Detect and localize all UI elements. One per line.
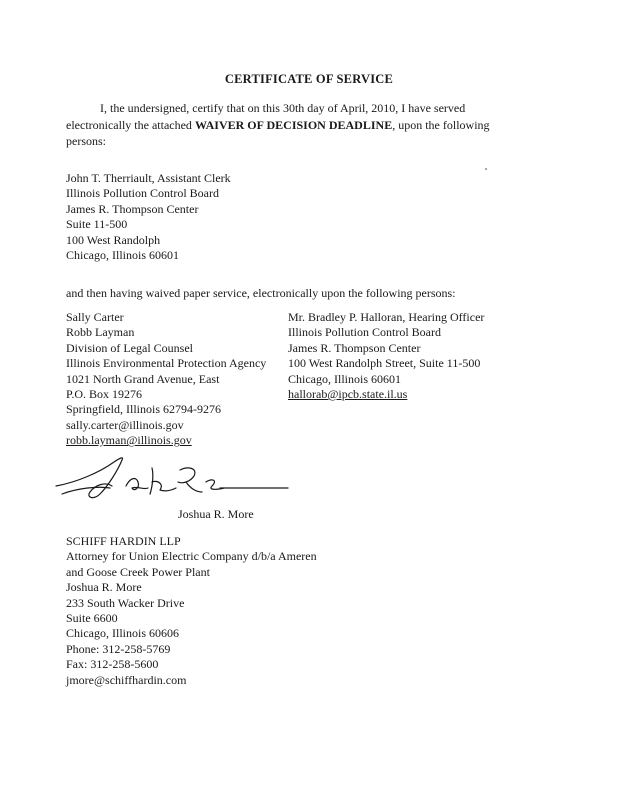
email-link[interactable]: sally.carter@illinois.gov xyxy=(66,417,184,432)
firm-line: Joshua R. More xyxy=(66,580,142,595)
address-line: Chicago, Illinois 60601 xyxy=(288,371,401,386)
firm-line: and Goose Creek Power Plant xyxy=(66,564,210,579)
address-line: Sally Carter xyxy=(66,310,124,324)
hearing-officer-address-block xyxy=(288,310,484,402)
law-firm-block xyxy=(66,534,317,688)
phone-number: Phone: 312-258-5769 xyxy=(66,641,171,656)
clerk-address-block xyxy=(66,171,231,263)
address-line: Suite 11-500 xyxy=(66,217,128,232)
firm-line: 233 South Wacker Drive xyxy=(66,595,185,610)
firm-line: Chicago, Illinois 60606 xyxy=(66,626,179,641)
fax-number: Fax: 312-258-5600 xyxy=(66,657,159,672)
address-line: Springfield, Illinois 62794-9276 xyxy=(66,402,221,417)
signer-name: Joshua R. More xyxy=(178,507,254,521)
address-line: James R. Thompson Center xyxy=(66,201,199,216)
address-line: Illinois Environmental Protection Agency xyxy=(66,356,267,371)
intro-text-before: I, the undersigned, certify that on this 30th day of April, 2010, I have served electronically the attached xyxy=(66,101,466,132)
address-line: Illinois Pollution Control Board xyxy=(288,325,442,340)
iepa-address-block xyxy=(66,310,266,449)
waived-service-line: and then having waived paper service, electronically upon the following persons: xyxy=(66,286,456,300)
scan-speck xyxy=(485,168,487,170)
address-line: P.O. Box 19276 xyxy=(66,387,143,402)
address-line: James R. Thompson Center xyxy=(288,340,421,355)
firm-line: Suite 6600 xyxy=(66,611,118,626)
address-line: 100 West Randolph xyxy=(66,232,161,247)
certification-paragraph xyxy=(66,100,506,150)
address-line: Division of Legal Counsel xyxy=(66,340,193,355)
address-line: John T. Therriault, Assistant Clerk xyxy=(66,171,231,185)
address-line: Robb Layman xyxy=(66,325,135,340)
document-title: CERTIFICATE OF SERVICE xyxy=(224,72,394,86)
firm-line: SCHIFF HARDIN LLP xyxy=(66,534,181,548)
email-link[interactable]: robb.layman@illinois.gov xyxy=(66,433,192,448)
intro-text-after: , upon the following persons: xyxy=(66,117,490,148)
address-line: Illinois Pollution Control Board xyxy=(66,186,220,201)
document-name: WAIVER OF DECISION DEADLINE xyxy=(194,117,393,132)
firm-line: Attorney for Union Electric Company d/b/a Ameren xyxy=(66,549,317,564)
address-line: Chicago, Illinois 60601 xyxy=(66,248,179,263)
email-link[interactable]: hallorab@ipcb.state.il.us xyxy=(288,387,408,402)
address-line: Mr. Bradley P. Halloran, Hearing Officer xyxy=(288,310,485,324)
address-line: 100 West Randolph Street, Suite 11-500 xyxy=(288,356,481,371)
handwritten-signature xyxy=(48,448,298,510)
address-line: 1021 North Grand Avenue, East xyxy=(66,371,220,386)
email-link[interactable]: jmore@schiffhardin.com xyxy=(66,672,187,687)
